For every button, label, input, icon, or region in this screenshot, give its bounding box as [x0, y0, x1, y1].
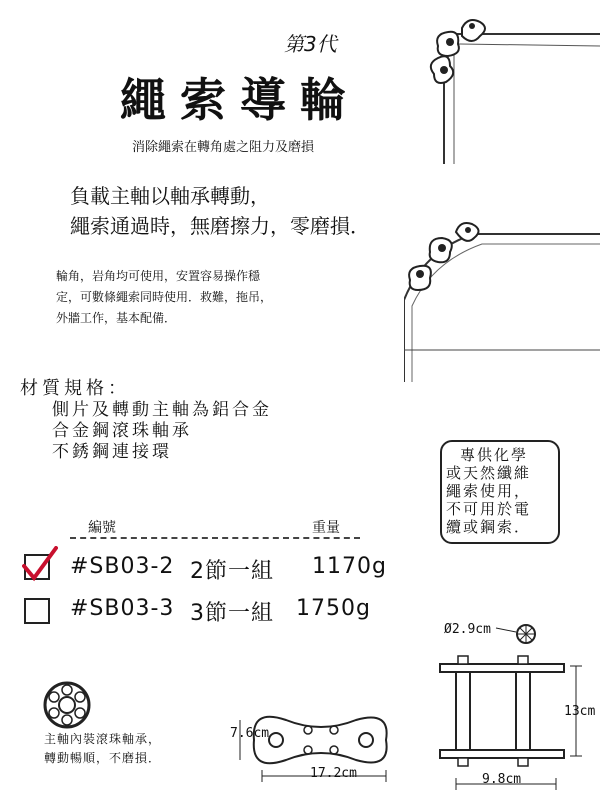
product-weight: 1170g: [312, 554, 387, 579]
ledge-pulley-illustration: [404, 210, 600, 386]
dim-diameter: Ø2.9cm: [444, 622, 491, 637]
spec-item: 不銹鋼連接環: [52, 442, 172, 462]
bearing-note: [44, 730, 161, 768]
specs-list: [52, 400, 272, 463]
ball-bearing-icon: [42, 680, 92, 730]
notice-line: 繩索使用，: [446, 482, 532, 500]
notice-line: 不可用於電: [446, 500, 532, 518]
dim-plate-width: 17.2cm: [310, 766, 357, 781]
dim-height: 13cm: [564, 704, 596, 719]
spec-item: 側片及轉動主軸為鋁合金: [52, 400, 272, 420]
bearing-note-line-1: 主軸內裝滾珠軸承，: [44, 732, 162, 746]
table-header-divider: [70, 537, 360, 539]
lead-line-2: 繩索通過時，無磨擦力，零磨損．: [70, 214, 370, 238]
checkbox-sb03-3[interactable]: [24, 598, 50, 624]
product-code: #SB03-3: [70, 596, 175, 621]
notice-text: [446, 446, 552, 536]
side-plate-drawing: [226, 700, 412, 796]
axle-end-view-drawing: [436, 610, 600, 796]
product-desc: 2節一組: [190, 559, 274, 584]
generation-label: 第3代: [284, 32, 337, 56]
header-code: 編號: [88, 520, 116, 536]
description-line-3: 外牆工作，基本配備．: [56, 311, 177, 325]
check-mark-icon: [22, 546, 58, 582]
specs-title: 材質規格：: [20, 378, 130, 399]
notice-line: 或天然纖維: [446, 464, 532, 482]
description-line-1: 輪角，岩角均可使用，安置容易操作穩: [56, 269, 261, 283]
product-code: #SB03-2: [70, 554, 175, 579]
header-weight: 重量: [312, 520, 340, 536]
lead-text: [70, 181, 370, 241]
page-title: 繩索導輪: [120, 73, 360, 127]
product-weight: 1750g: [296, 596, 371, 621]
notice-line: 纜或鋼索．: [446, 518, 532, 536]
page-subtitle: 消除繩索在轉角處之阻力及磨損: [132, 140, 315, 155]
corner-pulley-illustration: [404, 14, 600, 170]
description: [56, 266, 272, 329]
dim-width: 9.8cm: [482, 772, 522, 787]
lead-line-1: 負載主軸以軸承轉動，: [70, 184, 270, 208]
spec-item: 合金鋼滾珠軸承: [52, 421, 192, 441]
bearing-note-line-2: 轉動暢順，不磨損．: [44, 751, 162, 765]
dim-plate-height: 7.6cm: [230, 726, 270, 741]
notice-line: 專供化學: [460, 446, 529, 464]
product-desc: 3節一組: [190, 601, 274, 626]
description-line-2: 定，可數條繩索同時使用．救難，拖吊，: [56, 290, 273, 304]
